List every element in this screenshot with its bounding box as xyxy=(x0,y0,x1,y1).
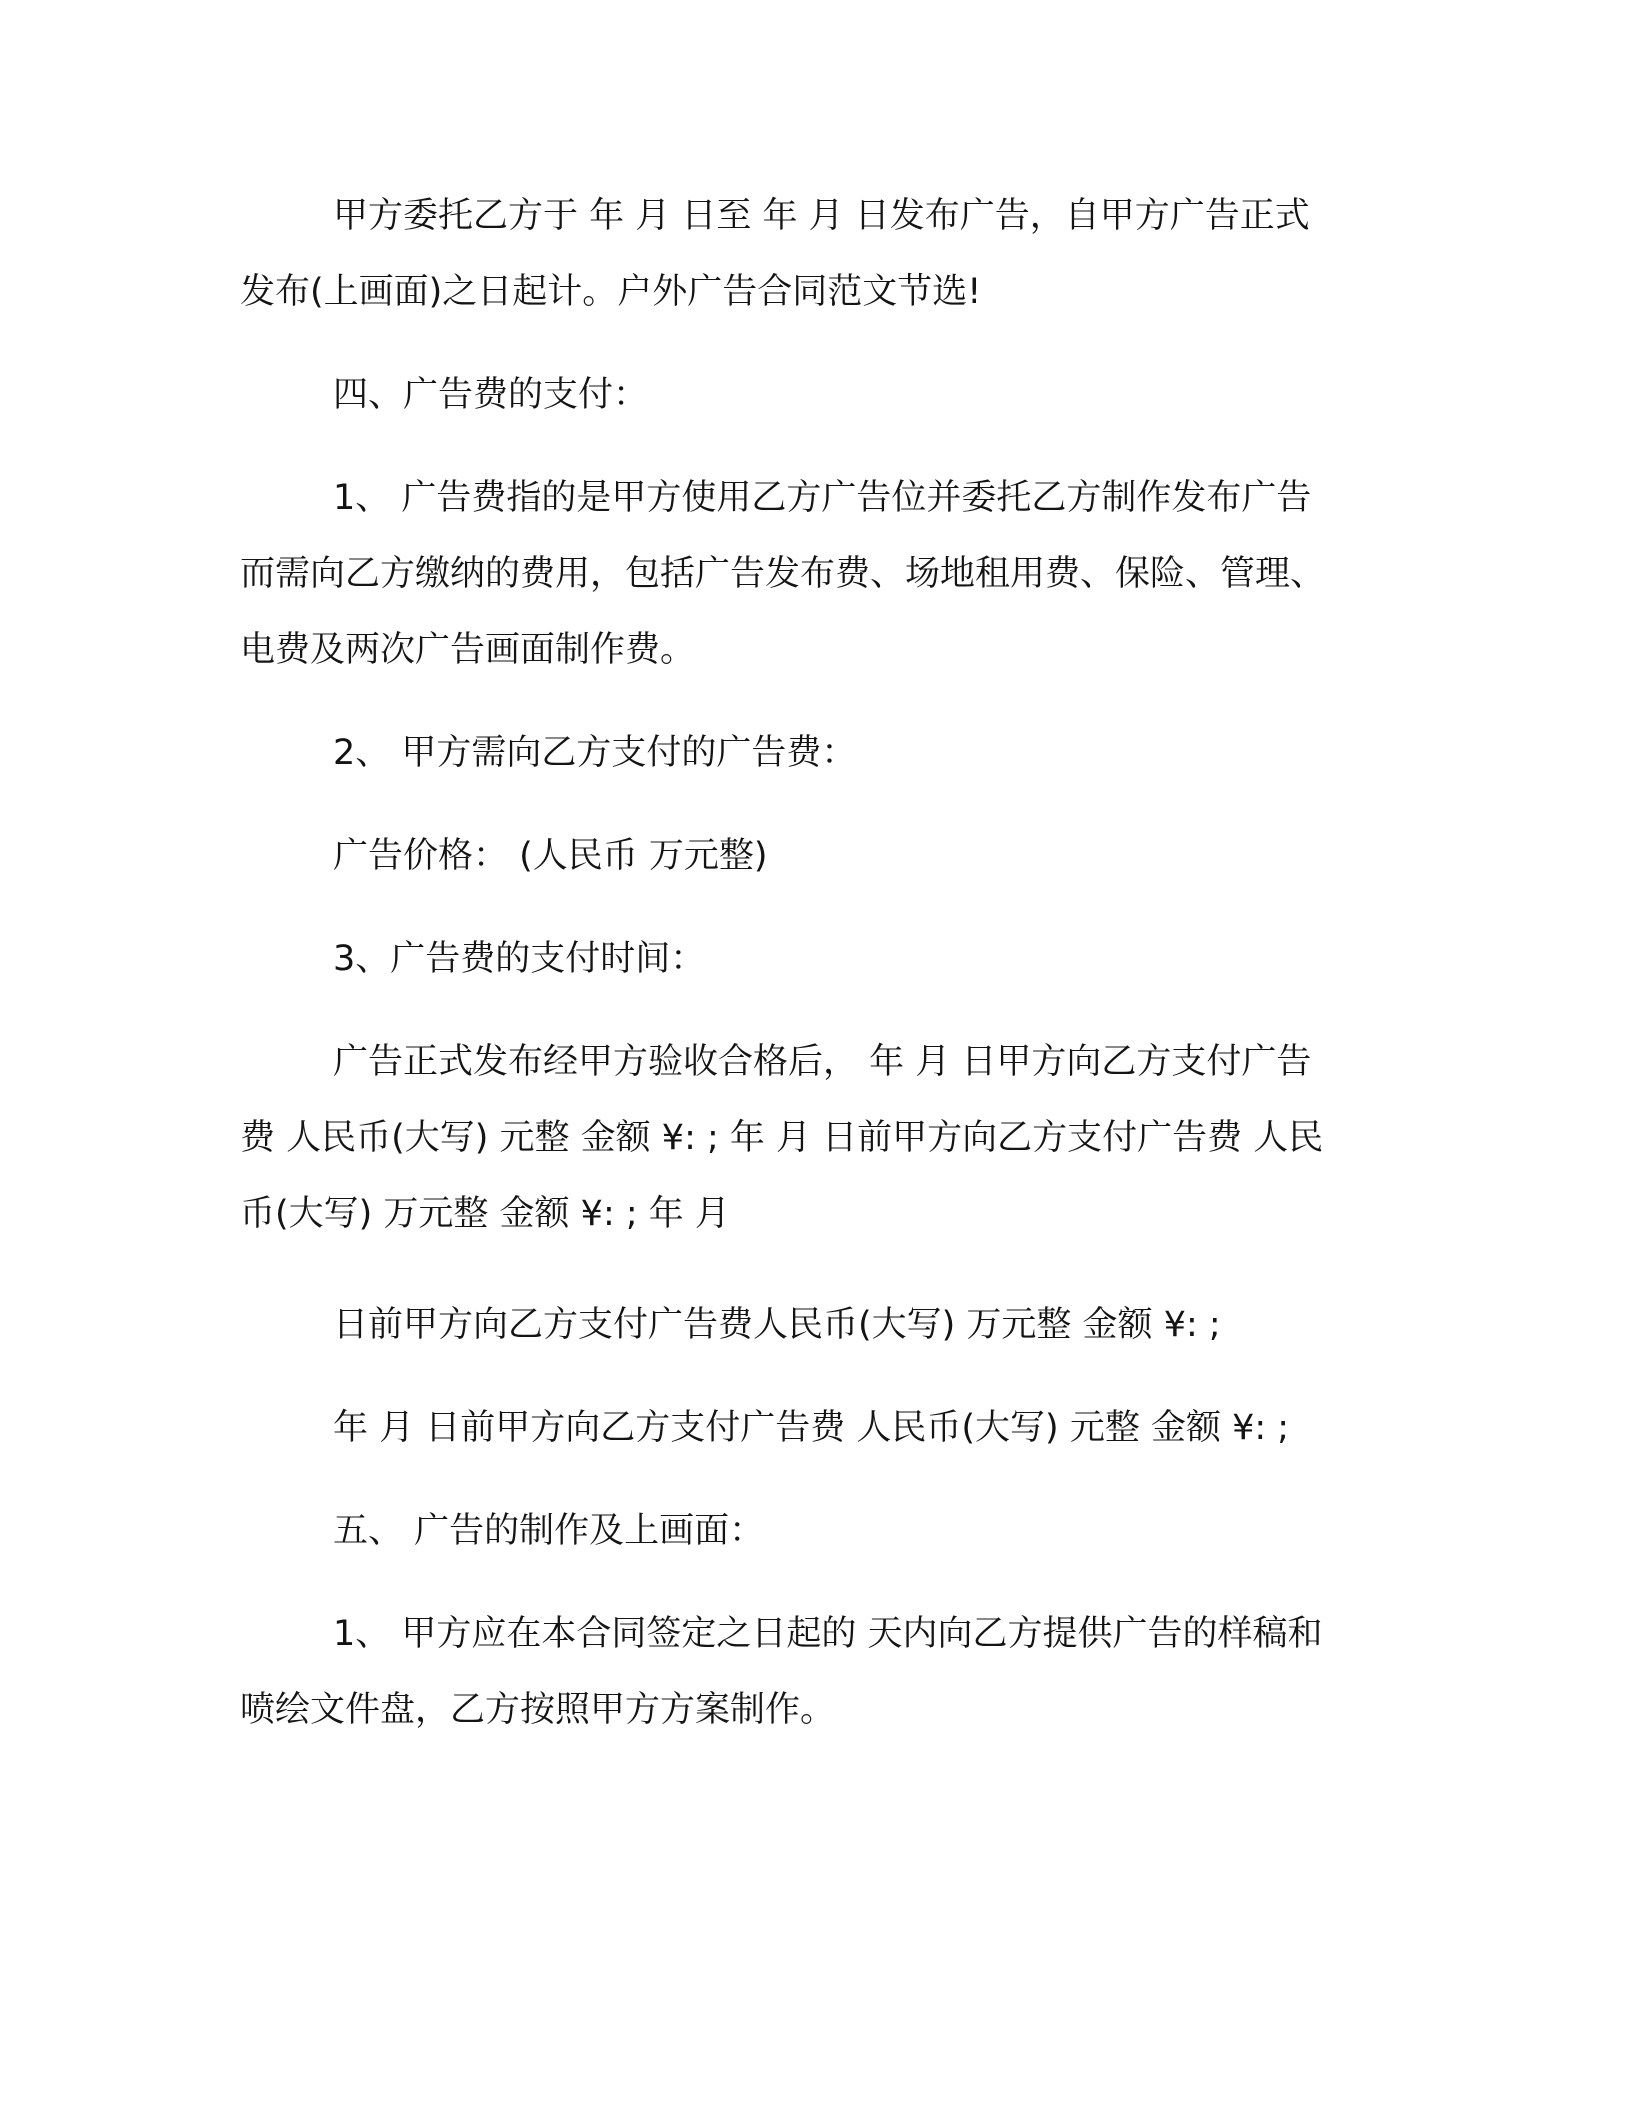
paragraph-fee-definition xyxy=(240,460,1400,688)
text-line: 1、 广告费指的是甲方使用乙方广告位并委托乙方制作发布广告 xyxy=(333,478,1312,518)
paragraph-payment-schedule xyxy=(240,1024,1400,1252)
text-line: 而需向乙方缴纳的费用，包括广告发布费、场地租用费、保险、管理、 xyxy=(240,554,1326,594)
document-body xyxy=(240,178,1400,1748)
section-heading-production xyxy=(240,1493,1400,1569)
section-heading: 五、 广告的制作及上画面： xyxy=(333,1511,765,1551)
paragraph-payment-final xyxy=(240,1390,1400,1466)
text-line: 1、 甲方应在本合同签定之日起的 天内向乙方提供广告的样稿和 xyxy=(333,1614,1323,1654)
paragraph-schedule xyxy=(240,178,1400,330)
paragraph-production-draft xyxy=(240,1596,1400,1748)
text-line: 广告正式发布经甲方验收合格后， 年 月 日甲方向乙方支付广告 xyxy=(333,1042,1312,1082)
text-line: 广告价格： (人民币 万元整) xyxy=(333,836,768,876)
text-line: 电费及两次广告画面制作费。 xyxy=(240,630,696,670)
section-heading: 四、广告费的支付： xyxy=(333,375,649,415)
text-line: 年 月 日前甲方向乙方支付广告费 人民币(大写) 元整 金额 ¥: ; xyxy=(333,1408,1290,1448)
paragraph-fee-amount xyxy=(240,715,1400,791)
text-line: 3、广告费的支付时间： xyxy=(333,939,706,979)
text-line: 日前甲方向乙方支付广告费人民币(大写) 万元整 金额 ¥: ; xyxy=(333,1305,1221,1345)
text-line: 币(大写) 万元整 金额 ¥: ; 年 月 xyxy=(240,1194,730,1234)
paragraph-price xyxy=(240,818,1400,894)
text-line: 发布(上画面)之日起计。户外广告合同范文节选! xyxy=(240,272,982,312)
paragraph-payment-installment xyxy=(240,1287,1400,1363)
text-line: 2、 甲方需向乙方支付的广告费： xyxy=(333,733,857,773)
section-heading-payment xyxy=(240,357,1400,433)
text-line: 喷绘文件盘，乙方按照甲方方案制作。 xyxy=(240,1690,836,1730)
text-line: 费 人民币(大写) 元整 金额 ¥: ; 年 月 日前甲方向乙方支付广告费 人民 xyxy=(240,1118,1324,1158)
paragraph-payment-time xyxy=(240,921,1400,997)
text-line: 甲方委托乙方于 年 月 日至 年 月 日发布广告，自甲方广告正式 xyxy=(333,196,1310,236)
